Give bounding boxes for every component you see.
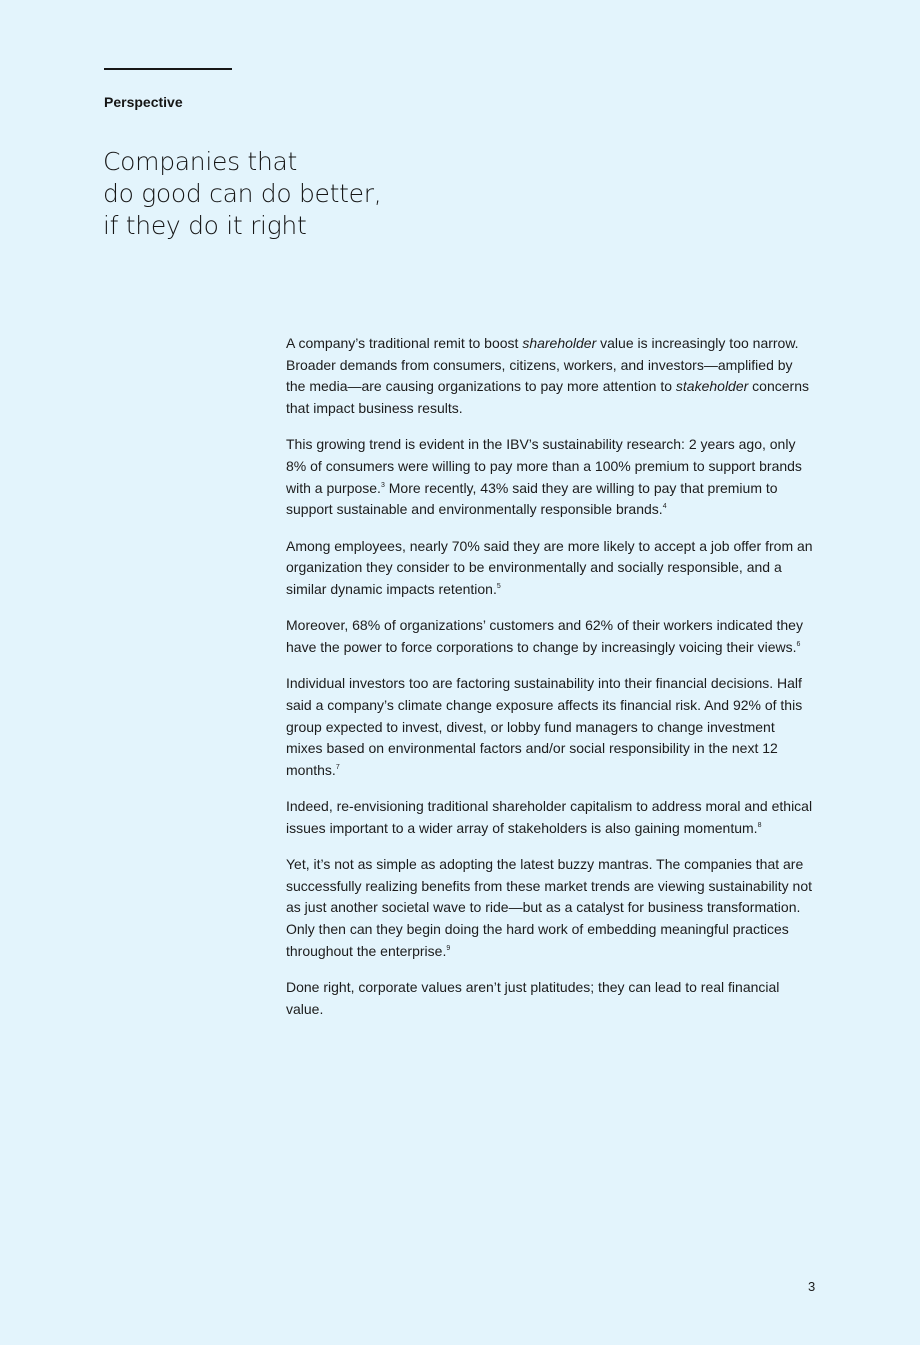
footnote-marker: 7 — [335, 763, 340, 771]
page-title-line: Companies that — [103, 147, 298, 176]
paragraph-text: Indeed, re-envisioning traditional shareholder capitalism to address moral and ethical issues important to a wider array of stakeholders is also gaining momentum. — [286, 798, 813, 836]
paragraph-text: value is increasingly too narrow. Broader demands from consumers, citizens, workers, and investors—amplified by the media—are causing organizations to pay more attention to — [286, 335, 799, 395]
paragraph-text: This growing trend is evident in the IBV’s sustainability research: 2 years ago, only 8% of consumers were willing to pay more than a 100% premium to support brands with a purpose. — [286, 436, 802, 496]
emphasis-text: stakeholder — [675, 378, 749, 395]
page-title-line: if they do it right — [103, 211, 307, 240]
footnote-marker: 5 — [496, 583, 501, 591]
body-paragraph — [286, 434, 814, 521]
paragraph-text: More recently, 43% said they are willing to pay that premium to support sustainable and environmentally responsible brands. — [286, 479, 778, 518]
body-paragraph — [286, 854, 814, 963]
page-number: 3 — [808, 1279, 816, 1294]
paragraph-text: A company’s traditional remit to boost — [286, 335, 523, 351]
article-body — [286, 333, 814, 1035]
paragraph-text: concerns that impact business results. — [286, 378, 809, 417]
paragraph-text: Individual investors too are factoring sustainability into their financial decisions. Half said a company’s climate change exposure affects its financial risk. And 92% of this group expected to invest, divest, or lobby fund managers to change investment mixes based on environmental factors and/or social responsibility in the next 12 months. — [286, 675, 803, 778]
body-paragraph — [286, 615, 814, 658]
footnote-marker: 6 — [796, 640, 801, 648]
body-paragraph — [286, 796, 814, 839]
page-title — [103, 146, 403, 242]
paragraph-text: Done right, corporate values aren’t just platitudes; they can lead to real financial value. — [286, 979, 780, 1017]
body-paragraph — [286, 536, 814, 601]
footnote-marker: 9 — [446, 944, 451, 952]
paragraph-text: Among employees, nearly 70% said they are more likely to accept a job offer from an organization they consider to be environmentally and socially responsible, and a similar dynamic impacts retention. — [286, 537, 813, 598]
header-rule — [104, 68, 232, 70]
body-paragraph — [286, 673, 814, 782]
emphasis-text: shareholder — [522, 335, 597, 351]
footnote-marker: 3 — [380, 481, 385, 489]
body-paragraph — [286, 333, 814, 420]
paragraph-text: Yet, it’s not as simple as adopting the latest buzzy mantras. The companies that are successfully realizing benefits from these market trends are viewing sustainability not as just another societal wave to ride—but as a catalyst for business transformation. Only then can they begin doing the hard work of embedding meaningful practices throughout the enterprise. — [286, 856, 813, 959]
body-paragraph — [286, 977, 814, 1020]
section-label: Perspective — [104, 94, 183, 110]
footnote-marker: 8 — [757, 821, 762, 829]
paragraph-text: Moreover, 68% of organizations’ customers and 62% of their workers indicated they have the power to force corporations to change by increasingly voicing their views. — [286, 617, 803, 655]
page-title-line: do good can do better, — [103, 179, 382, 208]
footnote-marker: 4 — [662, 503, 667, 511]
